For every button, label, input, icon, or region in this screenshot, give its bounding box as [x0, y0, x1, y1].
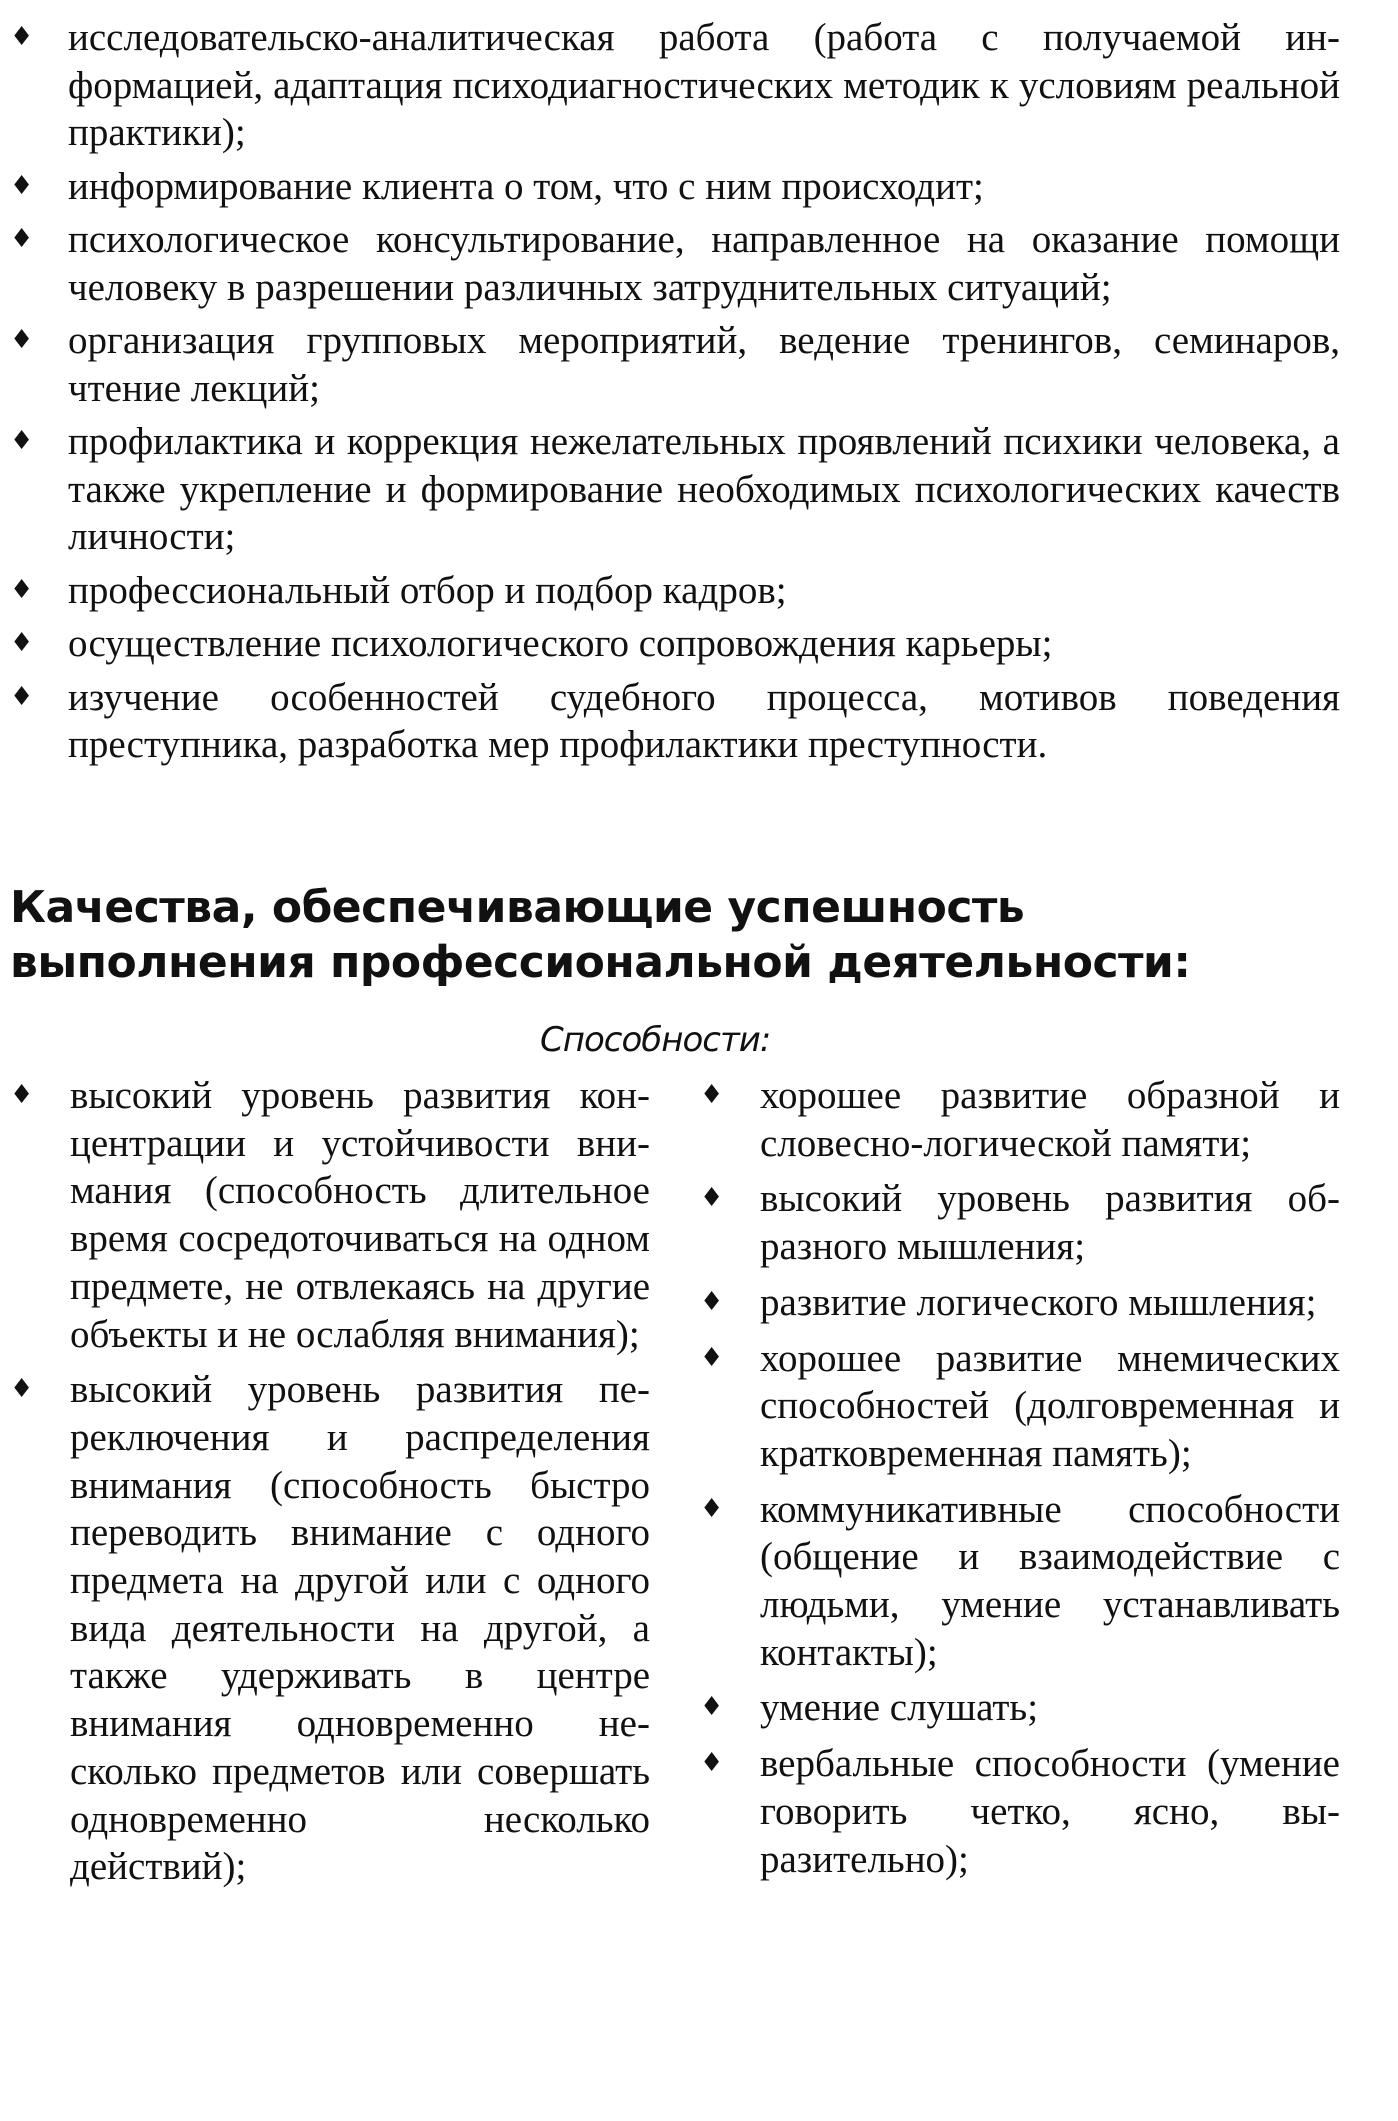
list-item: [10, 216, 1340, 311]
list-item-text: организация групповых мероприятий, ведение тренингов, семинаров, чтение лекций;: [68, 319, 1340, 410]
list-item: [10, 1366, 650, 1891]
list-item: [10, 1072, 650, 1358]
diamond-bullet-icon: ♦: [700, 1692, 724, 1723]
diamond-bullet-icon: ♦: [10, 1080, 34, 1110]
diamond-bullet-icon: ♦: [10, 681, 34, 712]
diamond-bullet-icon: ♦: [10, 628, 34, 658]
abilities-left-column: [10, 1072, 650, 1899]
list-item-text: хорошее развитие мнемических способностей (долговременная и кратковременная память);: [760, 1336, 1340, 1475]
list-item-text: профессиональный отбор и подбор кадров;: [68, 568, 787, 612]
diamond-bullet-icon: ♦: [10, 22, 34, 52]
list-item: [10, 317, 1340, 412]
diamond-bullet-icon: ♦: [700, 1286, 724, 1317]
list-item-text: вербальные способности (умение говорить четко, ясно, выразительно);: [760, 1742, 1340, 1881]
list-item: [700, 1486, 1340, 1677]
list-item: [700, 1740, 1340, 1883]
diamond-bullet-icon: ♦: [700, 1183, 724, 1214]
abilities-right-column: [700, 1072, 1340, 1891]
subsection-title: Способности:: [540, 1020, 771, 1060]
list-item: [10, 620, 1340, 668]
list-item: [700, 1175, 1340, 1270]
diamond-bullet-icon: ♦: [10, 224, 34, 254]
list-item-text: высокий уровень развития переключения и распределения внимания (способность быстро переводить внимание с одного предмета на другой или с одного вида деятельности на другой, а также удерживать в центре внимания одновременно несколько предметов или совершать одновременно несколько действий);: [70, 1368, 650, 1889]
list-item-text: исследовательско-аналитическая работа (работа с получаемой информацией, адаптация психодиагностических методик к условиям реальной практики);: [68, 16, 1340, 154]
list-item-text: психологическое консультирование, направленное на оказание помощи человеку в разрешении различных затруднительных ситуаций;: [68, 218, 1340, 309]
diamond-bullet-icon: ♦: [700, 1493, 724, 1524]
diamond-bullet-icon: ♦: [10, 1374, 34, 1405]
diamond-bullet-icon: ♦: [10, 574, 34, 605]
list-item: [10, 418, 1340, 561]
list-item-text: развитие логического мышления;: [760, 1280, 1317, 1324]
diamond-bullet-icon: ♦: [10, 170, 34, 201]
section-heading: Качества, обеспечивающие успешность выполнения профессиональной деятельности:: [10, 882, 1191, 988]
diamond-bullet-icon: ♦: [700, 1748, 724, 1779]
diamond-bullet-icon: ♦: [10, 426, 34, 456]
list-item: [700, 1684, 1340, 1732]
list-item-text: коммуникативные способности (общение и взаимодействие с людьми, умение устанавливать контакты);: [760, 1487, 1340, 1674]
list-item-text: умение слушать;: [760, 1686, 1039, 1730]
list-item: [10, 163, 1340, 211]
list-item: [700, 1335, 1340, 1478]
list-item: [10, 674, 1340, 769]
list-item: [700, 1279, 1340, 1327]
list-item-text: информирование клиента о том, что с ним происходит;: [68, 164, 984, 208]
list-item-text: хорошее развитие образной и словесно-логической памяти;: [760, 1074, 1340, 1165]
list-item: [700, 1072, 1340, 1167]
diamond-bullet-icon: ♦: [700, 1080, 724, 1110]
list-item-text: осуществление психологического сопровождения карьеры;: [68, 622, 1053, 665]
list-item: [10, 14, 1340, 157]
list-item-text: высокий уровень развития концентрации и устойчивости внимания (способность длительное время сосредоточиваться на одном предмете, не отвлекаясь на другие объекты и не ослабляя внимания);: [70, 1074, 650, 1356]
list-item-text: профилактика и коррекция нежелательных проявлений психики человека, а также укрепление и формирование необходимых психологических качеств личности;: [68, 420, 1340, 558]
duties-list: [10, 14, 1340, 775]
list-item-text: высокий уровень развития образного мышления;: [760, 1177, 1340, 1269]
diamond-bullet-icon: ♦: [10, 325, 34, 355]
diamond-bullet-icon: ♦: [700, 1342, 724, 1373]
list-item-text: изучение особенностей судебного процесса, мотивов поведения преступника, разработка мер профилактики преступности.: [68, 675, 1340, 766]
list-item: [10, 567, 1340, 615]
